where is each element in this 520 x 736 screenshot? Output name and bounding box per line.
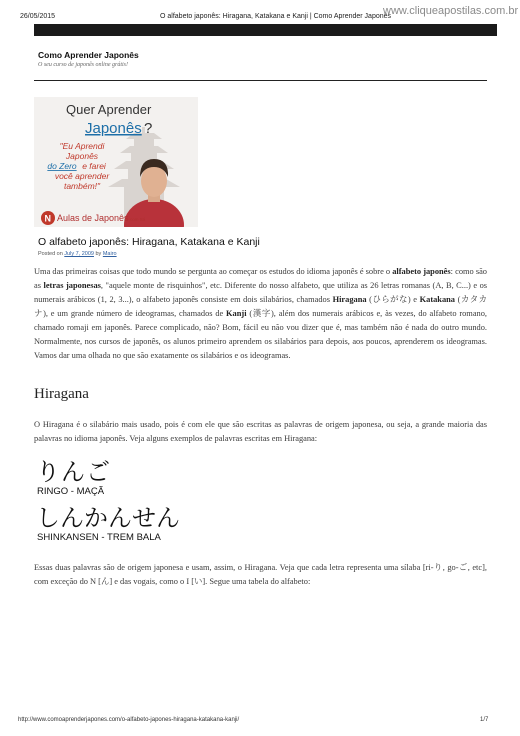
header-divider	[34, 80, 487, 81]
course-banner[interactable]	[34, 97, 198, 227]
site-title[interactable]: Como Aprender Japonês	[38, 50, 139, 60]
banner-quote-1: "Eu Aprendi	[59, 141, 105, 151]
banner-quote-5: também!"	[63, 181, 101, 191]
print-title: O alfabeto japonês: Hiragana, Katakana e Kanji | Como Aprender Japonês	[160, 13, 392, 20]
banner-line1: Quer Aprender	[66, 102, 152, 117]
banner-quote-3: do Zero	[47, 161, 77, 171]
hiragana-paragraph-2: Essas duas palavras são de origem japonesa e usam, assim, o Hiragana. Veja que cada letra representa uma sílaba [ri-り, go-ご, etc], com exceção do N [ん] e das vogais, como o I [い]. Segue uma tabela do alfabeto:	[34, 563, 487, 586]
site-tagline: O seu curso de japonês online grátis!	[38, 62, 128, 68]
post-author-link[interactable]: Mairo	[102, 251, 117, 257]
banner-art	[34, 97, 198, 227]
intro-paragraph: Uma das primeiras coisas que todo mundo se pergunta ao começar os estudos do idioma japonês é sobre o alfabeto japonês: como são as letras japonesas, "aquele monte de risquinhos", etc. Diferente do nosso alfabeto, que utiliza as 26 letras romanas (A, B, C...) e os numerais arábicos (1, 2, 3...), o alfabeto japonês consiste em dois silabários, chamados Hiragana (ひらがな) e Katakana (カタカナ), e um grande número de ideogramas, chamados de Kanji (漢字), além dos numerais arábicos e, às vezes, do alfabeto romano, chamado romaji em japonês. Parece complicado, não? Bom, fácil eu não vou dizer que é, mas também não é nada do outro mundo. Normalmente, nos cursos de japonês, os alunos primeiro aprendem os silabários para depois, aos poucos, aprenderem os ideogramas. Vamos dar uma olhada no que são exatamente os silabários e os ideogramas.	[34, 267, 488, 360]
meta-prefix: Posted on	[38, 251, 65, 257]
banner-question-mark: ?	[144, 120, 153, 137]
banner-quote-2: Japonês	[65, 151, 99, 161]
shinkansen-kana: しんかんせん	[36, 504, 180, 532]
banner-quote-4: você aprender	[54, 171, 110, 181]
post-title[interactable]: O alfabeto japonês: Hiragana, Katakana e Kanji	[38, 236, 260, 248]
banner-line2: Japonês	[85, 120, 142, 137]
watermark: www.cliqueapostilas.com.br	[383, 5, 519, 17]
print-date: 26/05/2015	[20, 13, 56, 20]
post-meta	[38, 251, 117, 257]
footer-page-number: 1/7	[480, 717, 489, 723]
logo-letter: N	[44, 213, 51, 224]
shinkansen-label: SHINKANSEN - TREM BALA	[37, 532, 161, 543]
banner-quote-3b: e farei	[82, 161, 106, 171]
meta-by: by	[93, 251, 103, 257]
hiragana-paragraph: O Hiragana é o silabário mais usado, pois é com ele que são escritas as palavras de origem japonesa, ou seja, a grande maioria das palavras no idioma japonês. Veja alguns exemplos de palavras escritas em Hiragana:	[34, 420, 487, 443]
ringo-label: RINGO - MAÇÃ	[37, 486, 105, 497]
header-bar	[34, 24, 497, 36]
logo-small: com Sá	[130, 217, 146, 222]
post-date-link[interactable]: July 7, 2009	[64, 251, 94, 257]
hiragana-examples-image	[34, 450, 204, 550]
footer-url: http://www.comoaprenderjapones.com/o-alfabeto-japones-hiragana-katakana-kanji/	[18, 717, 240, 723]
section-heading-hiragana: Hiragana	[34, 386, 89, 402]
ringo-kana: りんご	[36, 458, 111, 486]
logo-text: Aulas de Japonês	[57, 213, 129, 223]
